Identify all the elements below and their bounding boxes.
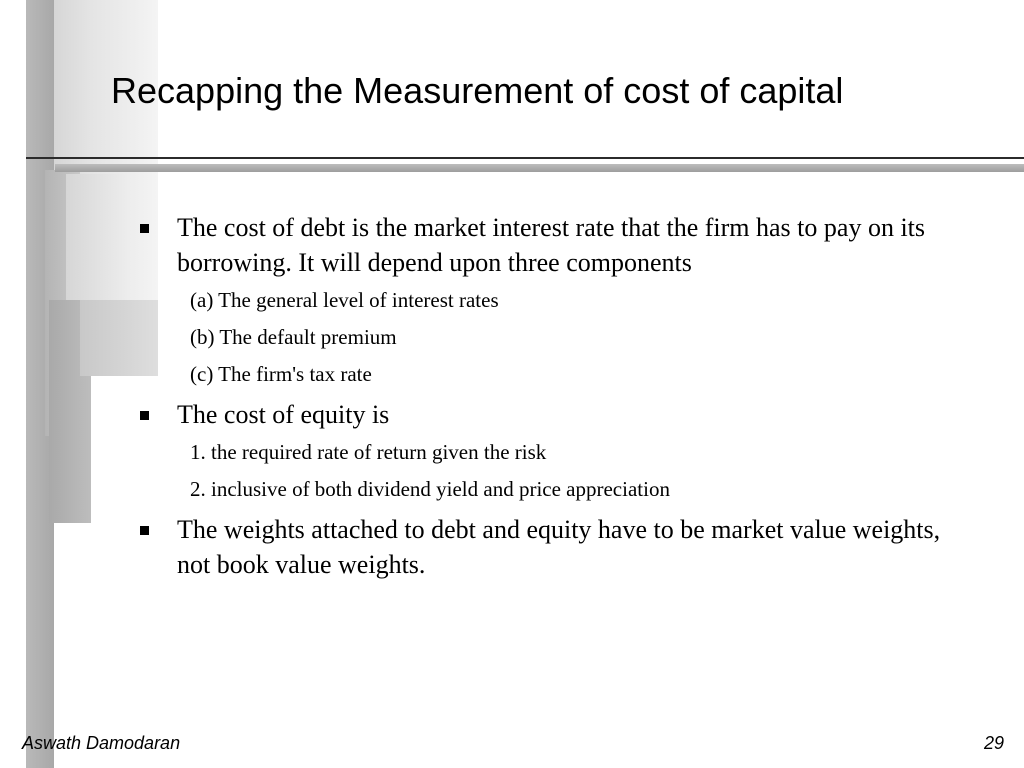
decorative-gray-block: [66, 174, 126, 300]
footer-author: Aswath Damodaran: [22, 733, 181, 753]
sub-item: (a) The general level of interest rates: [190, 288, 499, 312]
square-bullet-icon: [140, 224, 149, 233]
sub-item: (b) The default premium: [190, 325, 397, 349]
bullet-item: [140, 512, 970, 582]
square-bullet-icon: [140, 526, 149, 535]
slide-title: Recapping the Measurement of cost of capital: [111, 70, 844, 111]
bullet-item: [140, 210, 970, 280]
bullet-text: The weights attached to debt and equity have to be market value weights, not book value weights.: [177, 515, 941, 579]
bullet-text: The cost of equity is: [177, 400, 390, 429]
title-divider-line: [26, 157, 1024, 159]
sub-item: (c) The firm's tax rate: [190, 362, 372, 386]
bullet-text: The cost of debt is the market interest rate that the firm has to pay on its borrowing. It will depend upon three components: [177, 213, 926, 277]
bullet-item: [140, 397, 970, 432]
sub-item: 2. inclusive of both dividend yield and price appreciation: [190, 477, 670, 501]
footer-page-number: 29: [983, 733, 1004, 753]
title-divider-bar: [55, 164, 1024, 172]
sub-item: 1. the required rate of return given the risk: [190, 440, 547, 464]
square-bullet-icon: [140, 411, 149, 420]
bullet-list: [140, 210, 970, 588]
